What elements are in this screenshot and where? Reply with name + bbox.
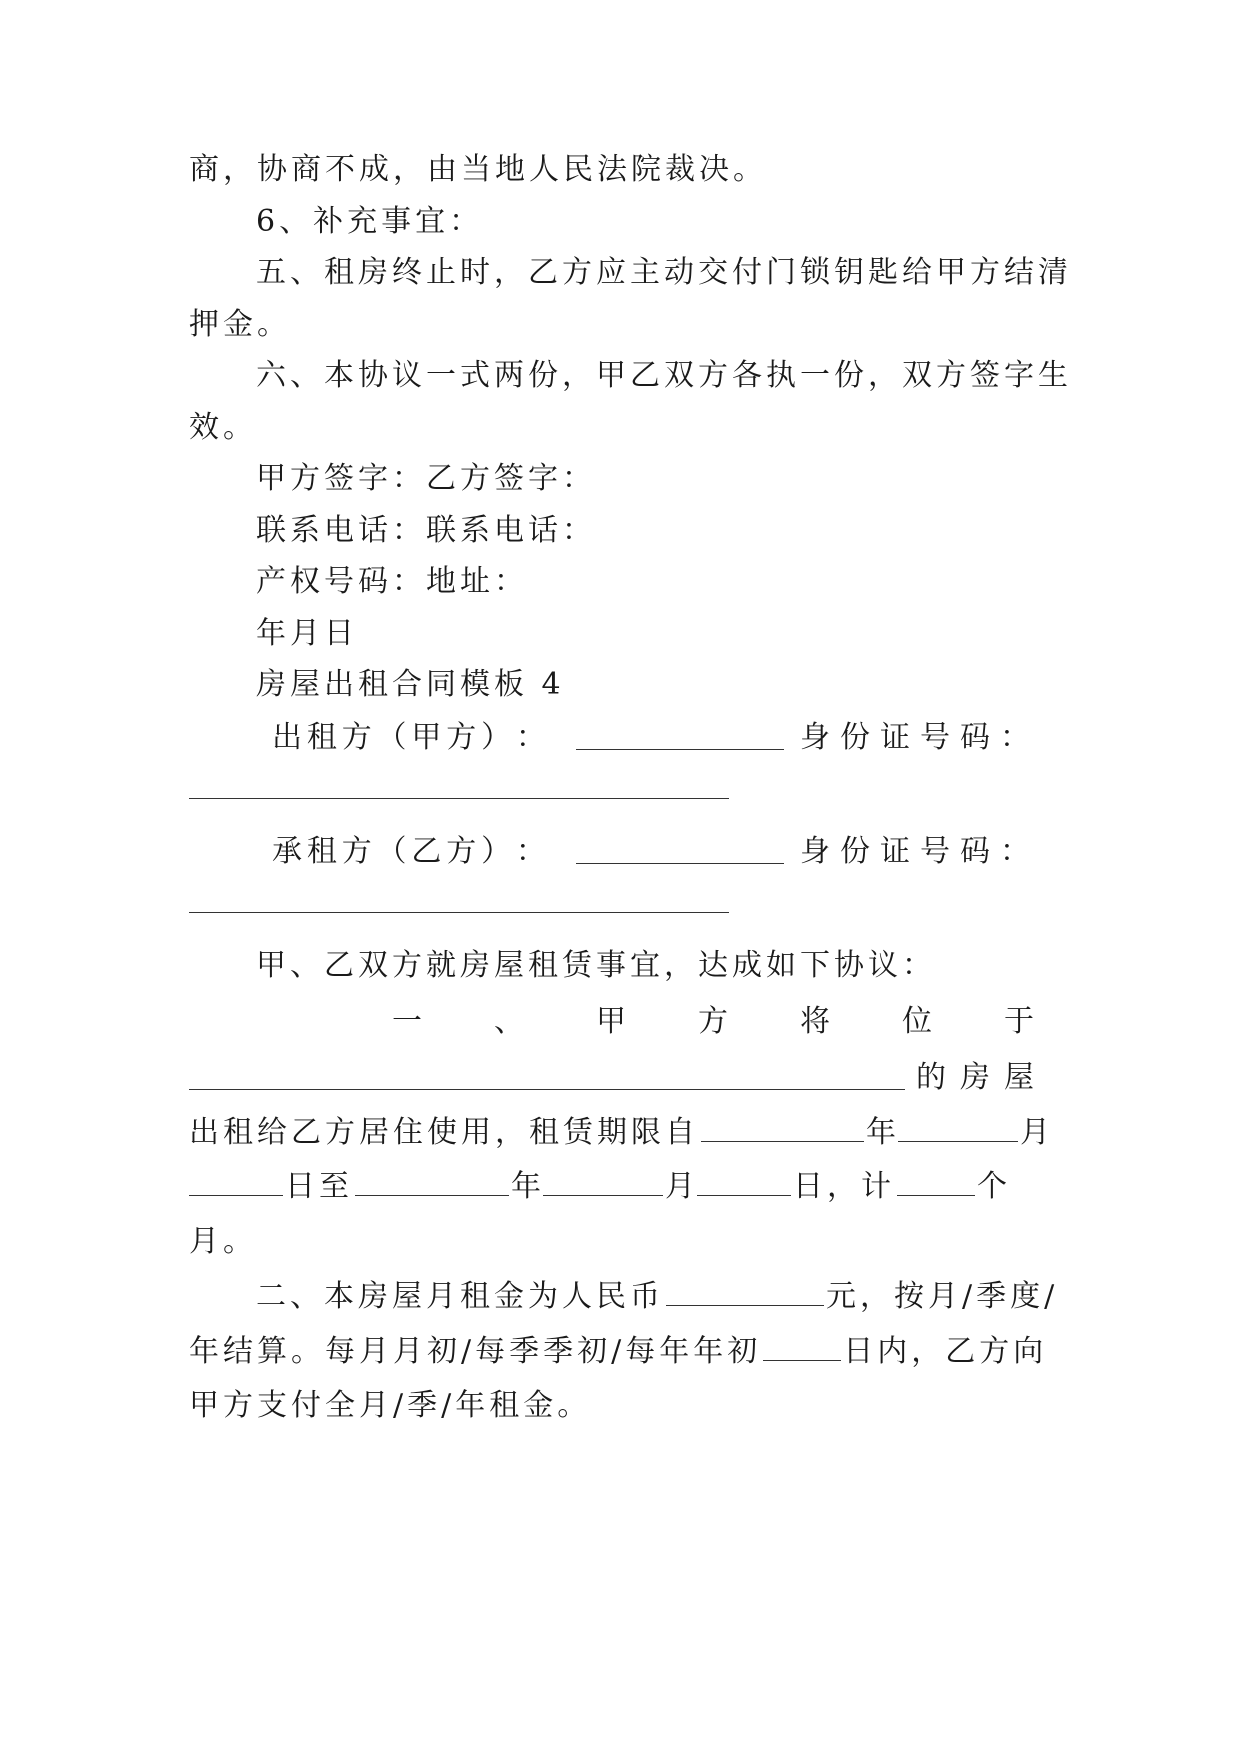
- lessee-line: [272, 832, 1034, 872]
- end-month-blank: [543, 1168, 663, 1196]
- text-line: 六、本协议一式两份，甲乙双方各执一份，双方签字生: [256, 358, 1072, 393]
- clause1-line3: 出租给乙方居住使用，租赁期限自 年 月: [189, 1115, 1050, 1150]
- lessee-name-blank: [576, 836, 784, 864]
- lessee-id-label: 身 份 证 号 码 ：: [800, 834, 1034, 869]
- clause1-line5: 月。: [189, 1224, 257, 1259]
- lessor-label: 出 租 方 （ 甲 方 ） ：: [272, 720, 550, 755]
- start-month-blank: [898, 1114, 1018, 1142]
- agreement-intro: 甲、乙双方就房屋租赁事宜，达成如下协议：: [256, 948, 936, 983]
- clause1-line4: 日至 年 月 日，计 个: [189, 1167, 1034, 1207]
- lessee-id-blank: [189, 912, 729, 913]
- lessor-id-label: 身 份 证 号 码 ：: [800, 720, 1034, 755]
- text-line: 押金。: [189, 307, 291, 342]
- lessor-line: [272, 718, 1034, 758]
- end-day-blank: [697, 1168, 791, 1196]
- clause1-line2: 的房屋: [189, 1058, 1034, 1098]
- start-day-blank: [189, 1168, 283, 1196]
- clause2-line2: 年结算。每月月初/每季季初/每年年初 日内，乙方向: [189, 1334, 1048, 1369]
- end-year-blank: [355, 1168, 509, 1196]
- phone-line: 联系电话：联系电话：: [256, 513, 596, 548]
- rent-amount-blank: [666, 1278, 824, 1306]
- lessor-id-blank: [189, 798, 729, 799]
- text-line: 商，协商不成，由当地人民法院裁决。: [189, 152, 767, 187]
- lessor-name-blank: [576, 722, 784, 750]
- payment-day-blank: [763, 1333, 841, 1361]
- location-blank: [189, 1062, 905, 1090]
- section-title: 房屋出租合同模板 4: [256, 667, 565, 702]
- lessee-label: 承 租 方 （ 乙 方 ） ：: [272, 834, 550, 869]
- clause1-line1: 一 、 甲 方 将 位 于: [392, 1004, 1034, 1039]
- clause2-line3: 甲方支付全月/季/年租金。: [189, 1388, 592, 1423]
- text-line: 五、租房终止时，乙方应主动交付门锁钥匙给甲方结清: [256, 255, 1072, 290]
- property-line: 产权号码：地址：: [256, 564, 528, 599]
- signature-line: 甲方签字：乙方签字：: [256, 461, 596, 496]
- start-year-blank: [701, 1114, 864, 1142]
- months-blank: [897, 1168, 975, 1196]
- text-line: 效。: [189, 410, 257, 445]
- clause2-line1: 二、本房屋月租金为人民币 元，按月/季度/: [256, 1279, 1059, 1314]
- text-line: 6、补充事宜：: [256, 204, 484, 239]
- date-line: 年月日: [256, 616, 358, 651]
